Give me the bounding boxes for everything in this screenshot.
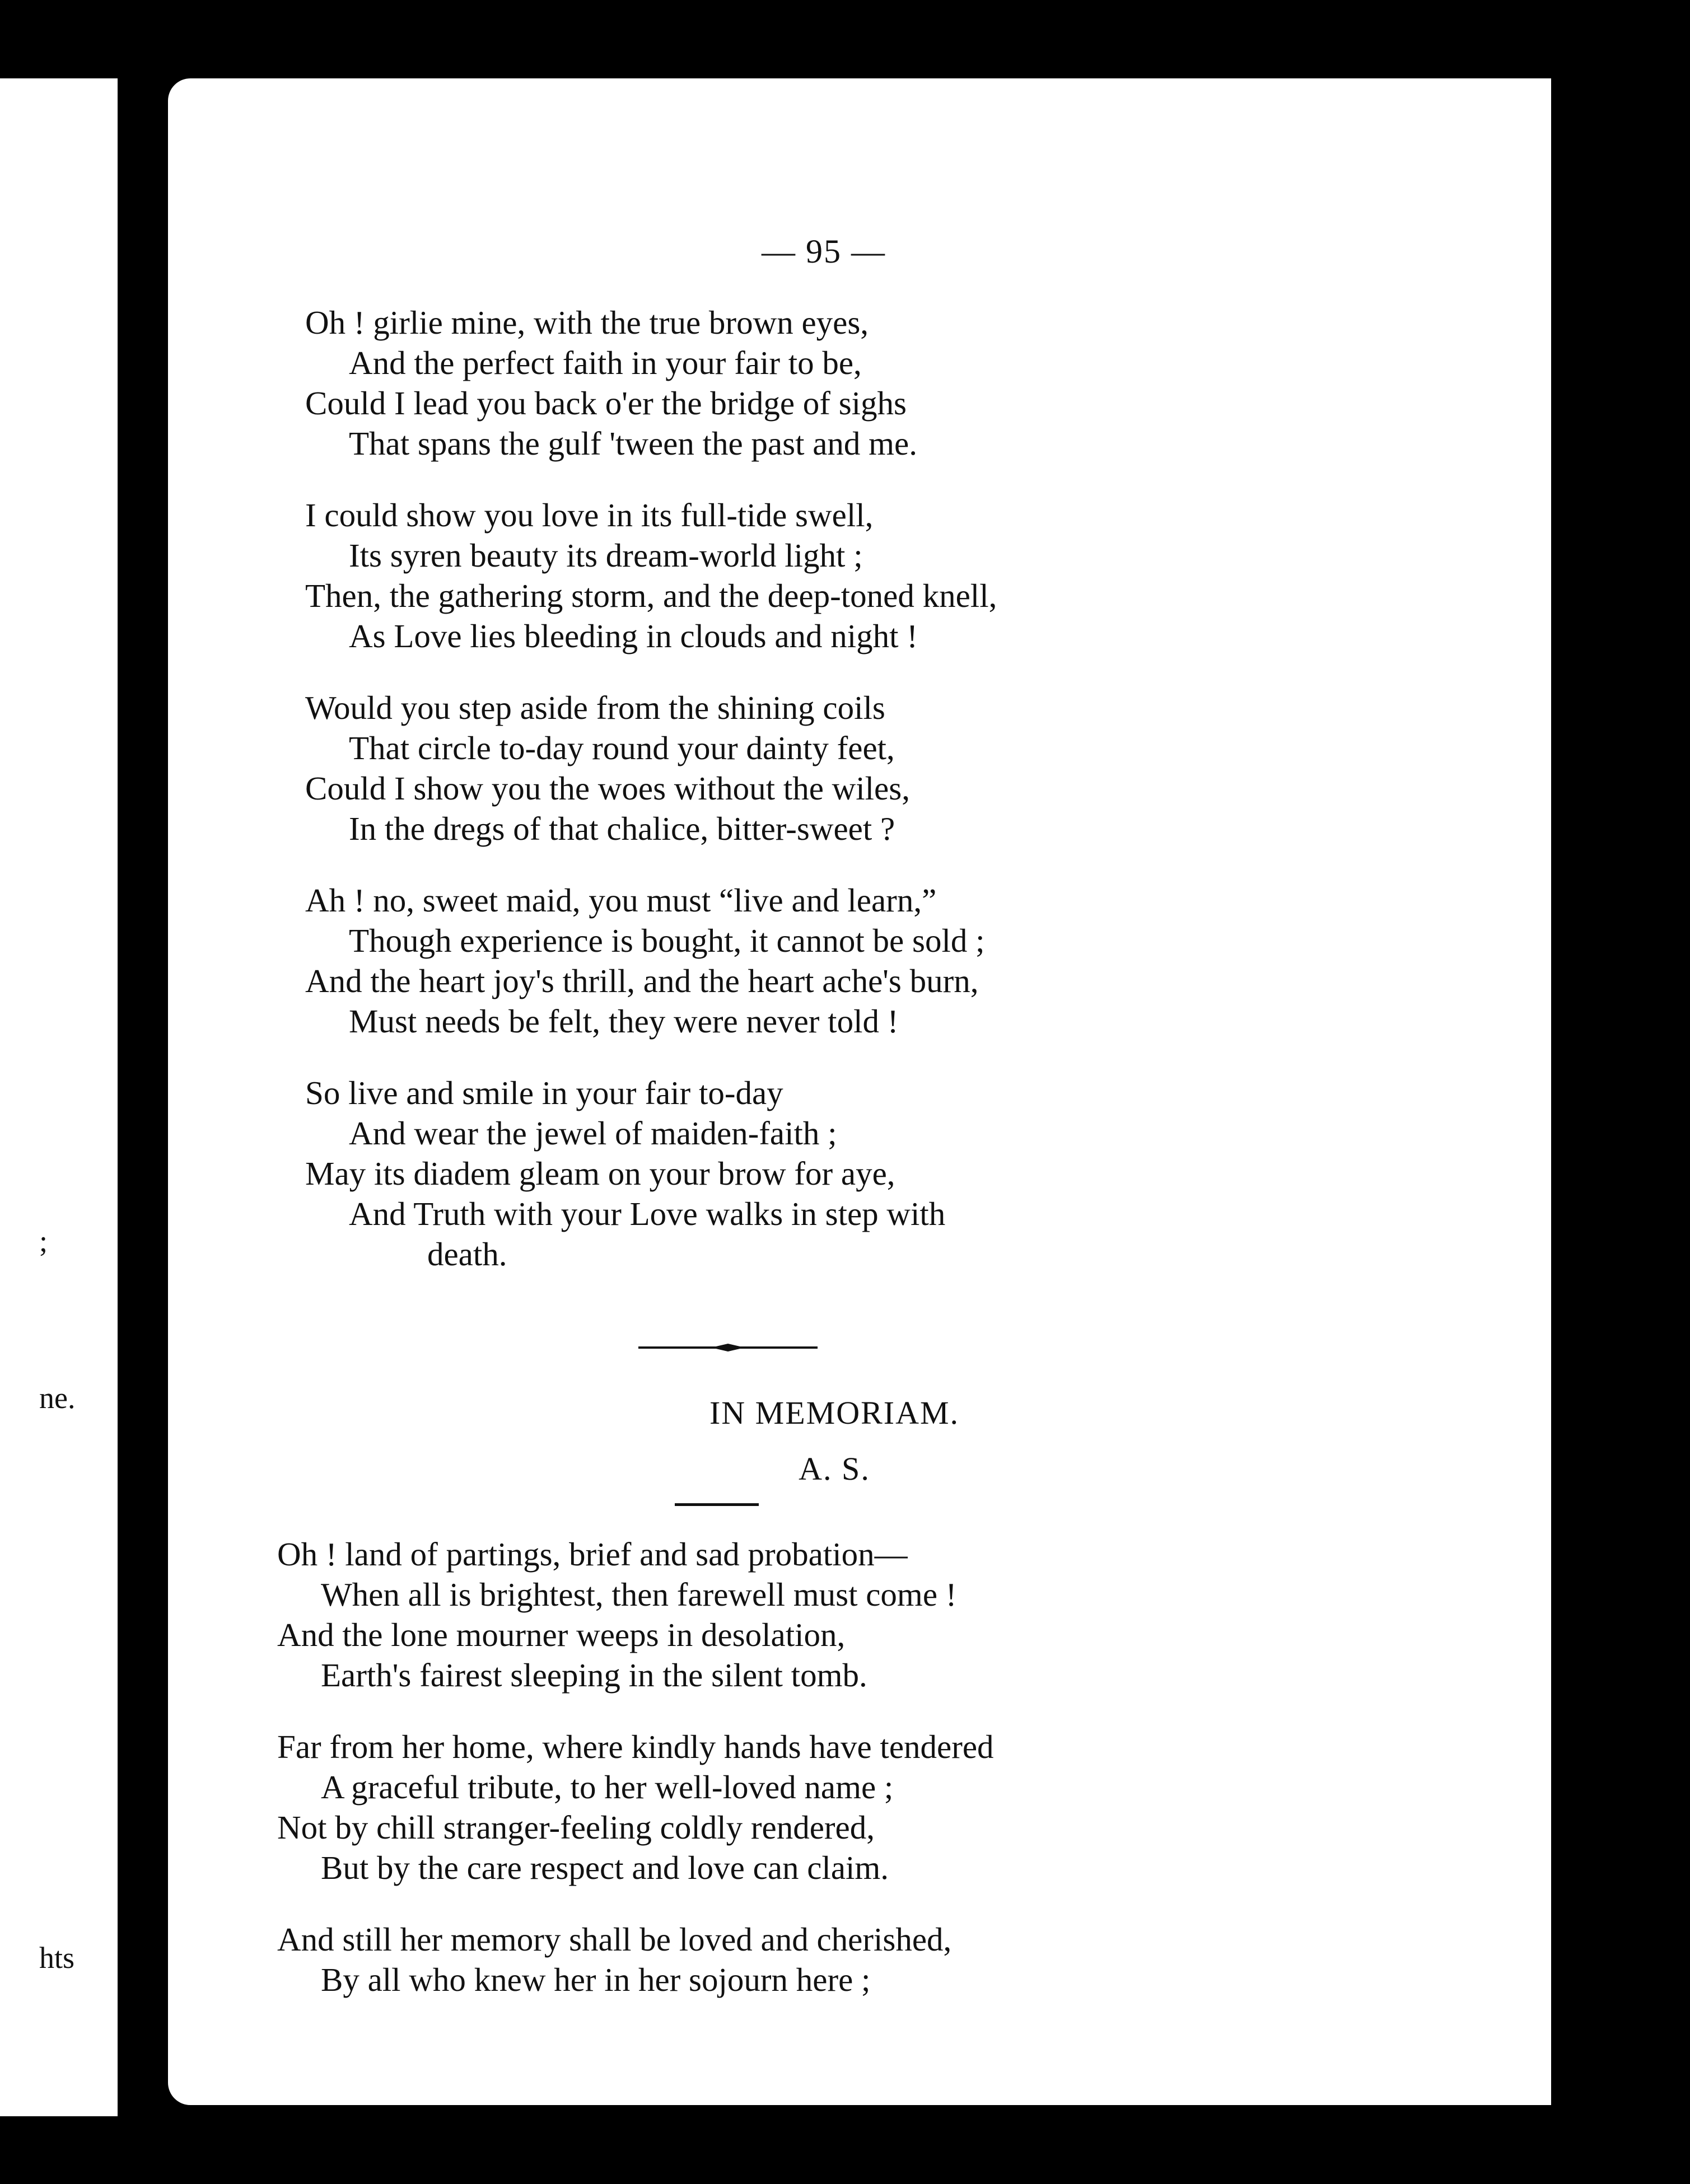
left-page-text: ne. — [39, 1381, 76, 1415]
left-page-fragment — [0, 78, 118, 2116]
page-number: — 95 — — [762, 233, 886, 270]
book-gutter — [118, 67, 168, 2139]
section-subtitle: A. S. — [799, 1451, 870, 1487]
left-page-text: hts — [39, 1941, 75, 1975]
poem-line: Could I lead you back o'er the bridge of sighs — [305, 385, 907, 422]
section-rule — [675, 1503, 759, 1506]
poem-line: And the heart joy's thrill, and the heart ache's burn, — [305, 962, 979, 999]
poem-line: As Love lies bleeding in clouds and night ! — [349, 618, 918, 654]
poem-line: Far from her home, where kindly hands have tendered — [277, 1728, 994, 1765]
section-divider-ornament — [638, 1342, 818, 1353]
stanza — [305, 495, 997, 656]
poem-line: Could I show you the woes without the wiles, — [305, 770, 910, 807]
poem-line: By all who knew her in her sojourn here ; — [321, 1961, 871, 1998]
stanza — [305, 880, 997, 1041]
poem-line: So live and smile in your fair to-day — [305, 1074, 783, 1111]
poem-line: Earth's fairest sleeping in the silent tomb. — [321, 1657, 867, 1694]
poem-in-memoriam — [277, 1534, 994, 2031]
section-title: IN MEMORIAM. — [709, 1395, 960, 1431]
poem-line: That spans the gulf 'tween the past and me. — [349, 425, 917, 462]
poem-line: Though experience is bought, it cannot be sold ; — [349, 922, 985, 959]
poem-line: Then, the gathering storm, and the deep-toned knell, — [305, 577, 997, 614]
poem-line: Would you step aside from the shining coils — [305, 689, 885, 726]
stanza — [305, 688, 997, 849]
stanza — [277, 1919, 994, 2000]
stanza — [277, 1534, 994, 1695]
stanza — [305, 1073, 997, 1274]
poem-line: And wear the jewel of maiden-faith ; — [349, 1115, 837, 1152]
left-page-text: ; — [39, 1224, 48, 1258]
stanza — [305, 302, 997, 464]
poem-line: But by the care respect and love can claim. — [321, 1849, 889, 1886]
poem-line: And Truth with your Love walks in step with — [349, 1195, 946, 1232]
poem-line: death. — [427, 1236, 507, 1273]
poem-line: That circle to-day round your dainty feet, — [349, 729, 895, 766]
poem-line: And still her memory shall be loved and cherished, — [277, 1921, 952, 1958]
poem-line: Must needs be felt, they were never told ! — [349, 1003, 899, 1040]
poem-line: And the lone mourner weeps in desolation, — [277, 1616, 846, 1653]
poem-line: I could show you love in its full-tide swell, — [305, 497, 874, 534]
poem-line: Oh ! land of partings, brief and sad probation— — [277, 1536, 908, 1573]
stanza — [277, 1727, 994, 1888]
poem-line: In the dregs of that chalice, bitter-sweet ? — [349, 810, 895, 847]
poem-line: Oh ! girlie mine, with the true brown eyes, — [305, 304, 869, 341]
poem-line: A graceful tribute, to her well-loved name ; — [321, 1769, 894, 1806]
poem-line: Its syren beauty its dream-world light ; — [349, 537, 863, 574]
poem-line: May its diadem gleam on your brow for aye, — [305, 1155, 895, 1192]
poem-girlie-mine — [305, 302, 997, 1306]
poem-line: And the perfect faith in your fair to be, — [349, 344, 862, 381]
poem-line: Not by chill stranger-feeling coldly rendered, — [277, 1809, 875, 1846]
poem-line: When all is brightest, then farewell must come ! — [321, 1576, 957, 1613]
book-page — [168, 78, 1551, 2105]
poem-line: Ah ! no, sweet maid, you must “live and learn,” — [305, 882, 937, 919]
